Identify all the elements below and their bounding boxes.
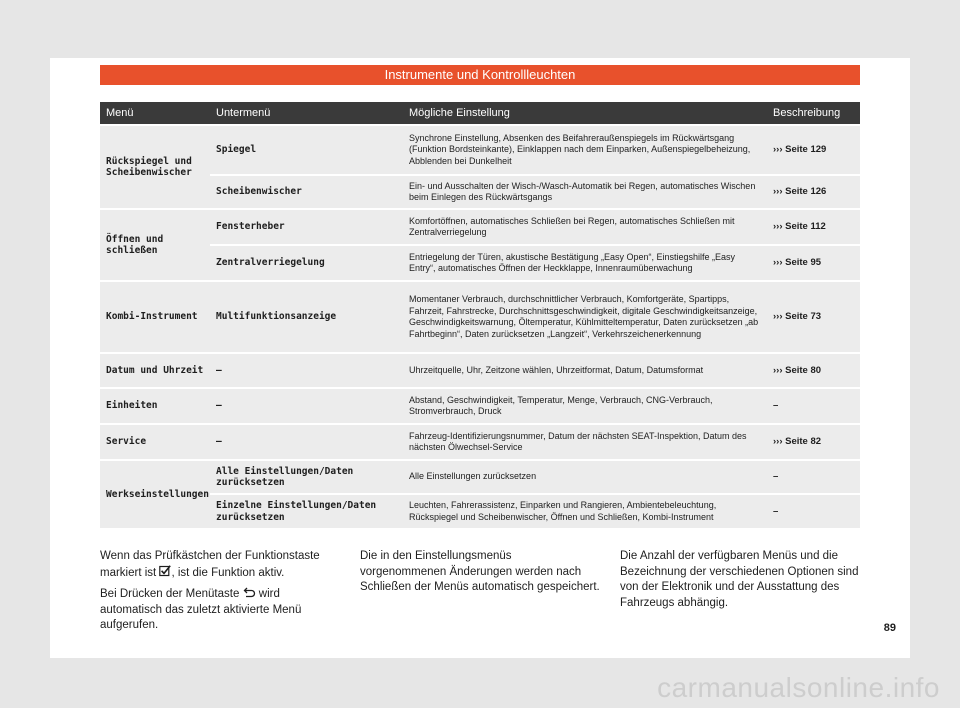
cell-menu: Kombi-Instrument: [100, 281, 210, 353]
table-row: [100, 245, 860, 281]
cell-reference: –: [767, 494, 860, 528]
table-row: [100, 424, 860, 460]
cell-menu: Service: [100, 424, 210, 460]
cell-setting: Leuchten, Fahrerassistenz, Einparken und Rangieren, Ambientebeleuchtung, Rückspiegel und Scheibenwischer, Öffnen und Schließen, Kombi-Instrument: [403, 494, 767, 528]
cell-reference: ››› Seite 112: [767, 209, 860, 245]
cell-menu: Datum und Uhrzeit: [100, 353, 210, 388]
cell-reference: ››› Seite 73: [767, 281, 860, 353]
footer-text: Wenn das Prüfkästchen der Funktionstaste markiert ist: [100, 550, 320, 579]
page-number: 89: [883, 622, 896, 634]
footer-column-3: [620, 549, 860, 617]
cell-setting: Momentaner Verbrauch, durchschnittlicher Verbrauch, Komfortgeräte, Spartipps, Fahrzeit, Fahrstrecke, Durchschnittsgeschwindigkeit, digitale Geschwindigkeitsanzeige, Geschwindigkeitswarnung, Öltemperatur, Kühlmitteltemperatur, Daten zurücksetzen „ab Fahrtbeginn“, Daten zurücksetzen „Langzeit“, Verkehrszeichenerkennung: [403, 281, 767, 353]
footer-paragraph: [100, 587, 340, 634]
footer-paragraph: [100, 549, 340, 581]
cell-reference: ››› Seite 82: [767, 424, 860, 460]
footer-paragraph: Die in den Einstellungsmenüs vorgenommenen Änderungen werden nach Schließen der Menüs automatisch gespeichert.: [360, 550, 600, 593]
cell-menu: Werkseinstellungen: [100, 460, 210, 528]
header-menu: Menü: [100, 102, 210, 125]
table-row: [100, 281, 860, 353]
footer-column-1: [100, 549, 340, 640]
cell-submenu: –: [210, 353, 403, 388]
cell-reference: ››› Seite 80: [767, 353, 860, 388]
cell-setting: Entriegelung der Türen, akustische Bestätigung „Easy Open“, Einstiegshilfe „Easy Entry“, automatisches Öffnen der Heckklappe, Innenraumüberwachung: [403, 245, 767, 281]
cell-setting: Abstand, Geschwindigkeit, Temperatur, Menge, Verbrauch, CNG-Verbrauch, Stromverbrauch, Druck: [403, 388, 767, 424]
cell-submenu: Fensterheber: [210, 209, 403, 245]
cell-submenu: Spiegel: [210, 125, 403, 175]
cell-submenu: Alle Einstellungen/Daten zurücksetzen: [210, 460, 403, 494]
table-row: [100, 125, 860, 175]
cell-submenu: –: [210, 388, 403, 424]
header-setting: Mögliche Einstellung: [403, 102, 767, 125]
settings-table: [100, 102, 860, 528]
table-header-row: [100, 102, 860, 125]
cell-reference: ››› Seite 129: [767, 125, 860, 175]
footer-text: wird automatisch das zuletzt aktivierte Menü aufgerufen.: [100, 588, 302, 631]
cell-submenu: Zentralverriegelung: [210, 245, 403, 281]
footer-column-2: [360, 549, 600, 602]
cell-reference: –: [767, 460, 860, 494]
back-arrow-icon: [243, 587, 256, 598]
header-submenu: Untermenü: [210, 102, 403, 125]
cell-setting: Ein- und Ausschalten der Wisch-/Wasch-Automatik bei Regen, automatisches Wischen beim Einlegen des Rückwärtsgangs: [403, 175, 767, 209]
table-row: [100, 175, 860, 209]
checkbox-checked-icon: [159, 565, 171, 577]
footer-text: , ist die Funktion aktiv.: [171, 566, 285, 579]
cell-submenu: Scheibenwischer: [210, 175, 403, 209]
table-row: [100, 388, 860, 424]
cell-menu: Öffnen und schließen: [100, 209, 210, 281]
footer-paragraph: Die Anzahl der verfügbaren Menüs und die Bezeichnung der verschiedenen Optionen sind von der Elektronik und der Ausstattung des Fahrzeugs abhängig.: [620, 550, 859, 609]
cell-reference: ››› Seite 95: [767, 245, 860, 281]
cell-setting: Fahrzeug-Identifizierungsnummer, Datum der nächsten SEAT-Inspektion, Datum des nächsten Ölwechsel-Service: [403, 424, 767, 460]
table-row: [100, 209, 860, 245]
table-row: [100, 460, 860, 494]
cell-setting: Alle Einstellungen zurücksetzen: [403, 460, 767, 494]
table-row: [100, 353, 860, 388]
cell-submenu: Einzelne Einstellungen/Daten zurücksetzen: [210, 494, 403, 528]
section-banner: Instrumente und Kontrollleuchten: [100, 65, 860, 85]
cell-menu: Rückspiegel und Scheibenwischer: [100, 125, 210, 209]
cell-menu: Einheiten: [100, 388, 210, 424]
header-description: Beschreibung: [767, 102, 860, 125]
cell-setting: Uhrzeitquelle, Uhr, Zeitzone wählen, Uhrzeitformat, Datum, Datumsformat: [403, 353, 767, 388]
table-row: [100, 494, 860, 528]
watermark-text: carmanualsonline.info: [657, 672, 940, 703]
cell-submenu: –: [210, 424, 403, 460]
cell-reference: –: [767, 388, 860, 424]
cell-submenu: Multifunktionsanzeige: [210, 281, 403, 353]
cell-reference: ››› Seite 126: [767, 175, 860, 209]
cell-setting: Synchrone Einstellung, Absenken des Beifahreraußenspiegels im Rückwärtsgang (Funktion Bordsteinkante), Einklappen nach dem Einparken, Außenspiegelbeheizung, Abblenden bei Dunkelheit: [403, 125, 767, 175]
cell-setting: Komfortöffnen, automatisches Schließen bei Regen, automatisches Schließen mit Zentralverriegelung: [403, 209, 767, 245]
footer-text: Bei Drücken der Menütaste: [100, 588, 240, 600]
